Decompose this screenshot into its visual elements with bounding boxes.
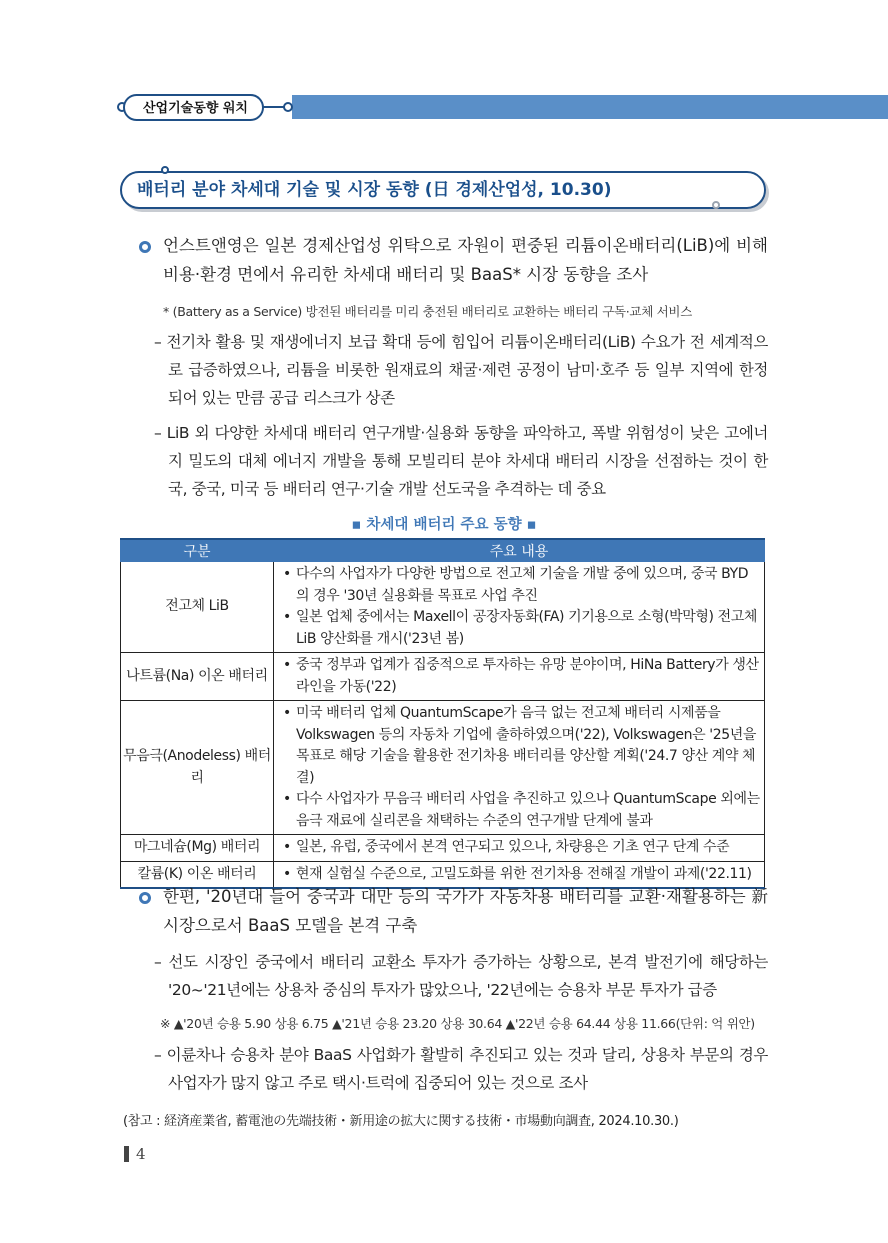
table-head-category: 구분 [121,539,274,562]
table-row [121,701,765,835]
list-item: • 다수 사업자가 무음극 배터리 사업을 추진하고 있으나 QuantumScape 외에는 음극 재료에 실리콘을 채택하는 수준의 연구개발 단계에 불과 [296,789,760,832]
header-right-dot [283,102,293,112]
list-item: • 미국 배터리 업체 QuantumScape가 음극 없는 전고체 배터리 시제품을 Volkswagen 등의 자동차 기업에 출하하였으며('22), Volkswagen은 '25년을 목표로 해당 기술을 활용한 전기차용 배터리를 양산할 계획('24.7 양산 계약 체결) [296,703,760,789]
table-row-category: 칼륨(K) 이온 배터리 [121,861,274,888]
header-band [292,95,888,119]
table-head-content: 주요 내용 [274,539,765,562]
paragraph-2-sub-1: – 선도 시장인 중국에서 배터리 교환소 투자가 증가하는 상황으로, 본격 발전기에 해당하는 '20~'21년에는 상용차 중심의 투자가 많았으나, '22년에는 승용차 부문 투자가 급증 [154,953,768,999]
table-row-content [274,701,765,835]
page-number: 4 [136,1145,146,1163]
table-row [121,835,765,862]
header-label: 산업기술동향 워치 [123,94,264,121]
paragraph-1: 언스트앤영은 일본 경제산업성 위탁으로 자원이 편중된 리튬이온배터리(LiB)에 비해 비용·환경 면에서 유리한 차세대 배터리 및 BaaS* 시장 동향을 조사 [163,236,768,284]
section-title: 배터리 분야 차세대 기술 및 시장 동향 (日 경제산업성, 10.30) [137,180,612,200]
list-item: • 현재 실험실 수준으로, 고밀도화를 위한 전기차용 전해질 개발이 과제('22.11) [296,864,760,886]
reference-citation: (참고 : 経済産業省, 蓄電池の先端技術・新用途の拡大に関する技術・市場動向調査, 2024.10.30.) [123,1114,679,1129]
title-bottom-dot [712,201,720,209]
battery-trends-table [120,538,765,889]
table-caption: ▪ 차세대 배터리 주요 동향 ▪ [351,517,537,533]
table-row-category: 무음극(Anodeless) 배터리 [121,701,274,835]
table-row-category: 나트륨(Na) 이온 배터리 [121,653,274,701]
investment-note: ※ ▲'20년 승용 5.90 상용 6.75 ▲'21년 승용 23.20 상용 30.64 ▲'22년 승용 64.44 상용 11.66(단위: 억 위안) [160,1016,755,1031]
table-row [121,653,765,701]
paragraph-1-sub-1: – 전기차 활용 및 재생에너지 보급 확대 등에 힘입어 리튬이온배터리(LiB) 수요가 전 세계적으로 급증하였으나, 리튬을 비롯한 원재료의 채굴·제련 공정이 남미·호주 등 일부 지역에 한정되어 있는 만큼 공급 리스크가 상존 [154,333,768,407]
list-item: • 다수의 사업자가 다양한 방법으로 전고체 기술을 개발 중에 있으며, 중국 BYD의 경우 '30년 실용화를 목표로 사업 추진 [296,564,760,607]
table-row [121,562,765,653]
title-top-dot [161,166,169,174]
table-row-category: 마그네슘(Mg) 배터리 [121,835,274,862]
table-row-content [274,562,765,653]
paragraph-1-sub-2: – LiB 외 다양한 차세대 배터리 연구개발·실용화 동향을 파악하고, 폭발 위험성이 낮은 고에너지 밀도의 대체 에너지 개발을 통해 모빌리티 분야 차세대 배터리 시장을 선점하는 것이 한국, 중국, 미국 등 배터리 연구·기술 개발 선도국을 추격하는 데 중요 [154,424,768,498]
footnote-baas: * (Battery as a Service) 방전된 배터리를 미리 충전된 배터리로 교환하는 배터리 구독·교체 서비스 [163,304,692,319]
circle-bullet-icon [139,892,151,904]
table-header-row [121,539,765,562]
list-item: • 일본 업체 중에서는 Maxell이 공장자동화(FA) 기기용으로 소형(박막형) 전고체 LiB 양산화를 개시('23년 봄) [296,607,760,650]
paragraph-2: 한편, '20년대 들어 중국과 대만 등의 국가가 자동차용 배터리를 교환·재활용하는 新시장으로서 BaaS 모델을 본격 구축 [163,887,768,935]
table-row-category: 전고체 LiB [121,562,274,653]
table-row-content [274,653,765,701]
list-item: • 중국 정부과 업계가 집중적으로 투자하는 유망 분야이며, HiNa Battery가 생산라인을 가동('22) [296,655,760,698]
page-number-bar [124,1146,129,1162]
paragraph-2-sub-2: – 이륜차나 승용차 분야 BaaS 사업화가 활발히 추진되고 있는 것과 달리, 상용차 부문의 경우 사업자가 많지 않고 주로 택시·트럭에 집중되어 있는 것으로 조사 [154,1046,768,1092]
list-item: • 일본, 유럽, 중국에서 본격 연구되고 있으나, 차량용은 기초 연구 단계 수준 [296,837,760,859]
circle-bullet-icon [139,241,151,253]
table-row-content [274,835,765,862]
